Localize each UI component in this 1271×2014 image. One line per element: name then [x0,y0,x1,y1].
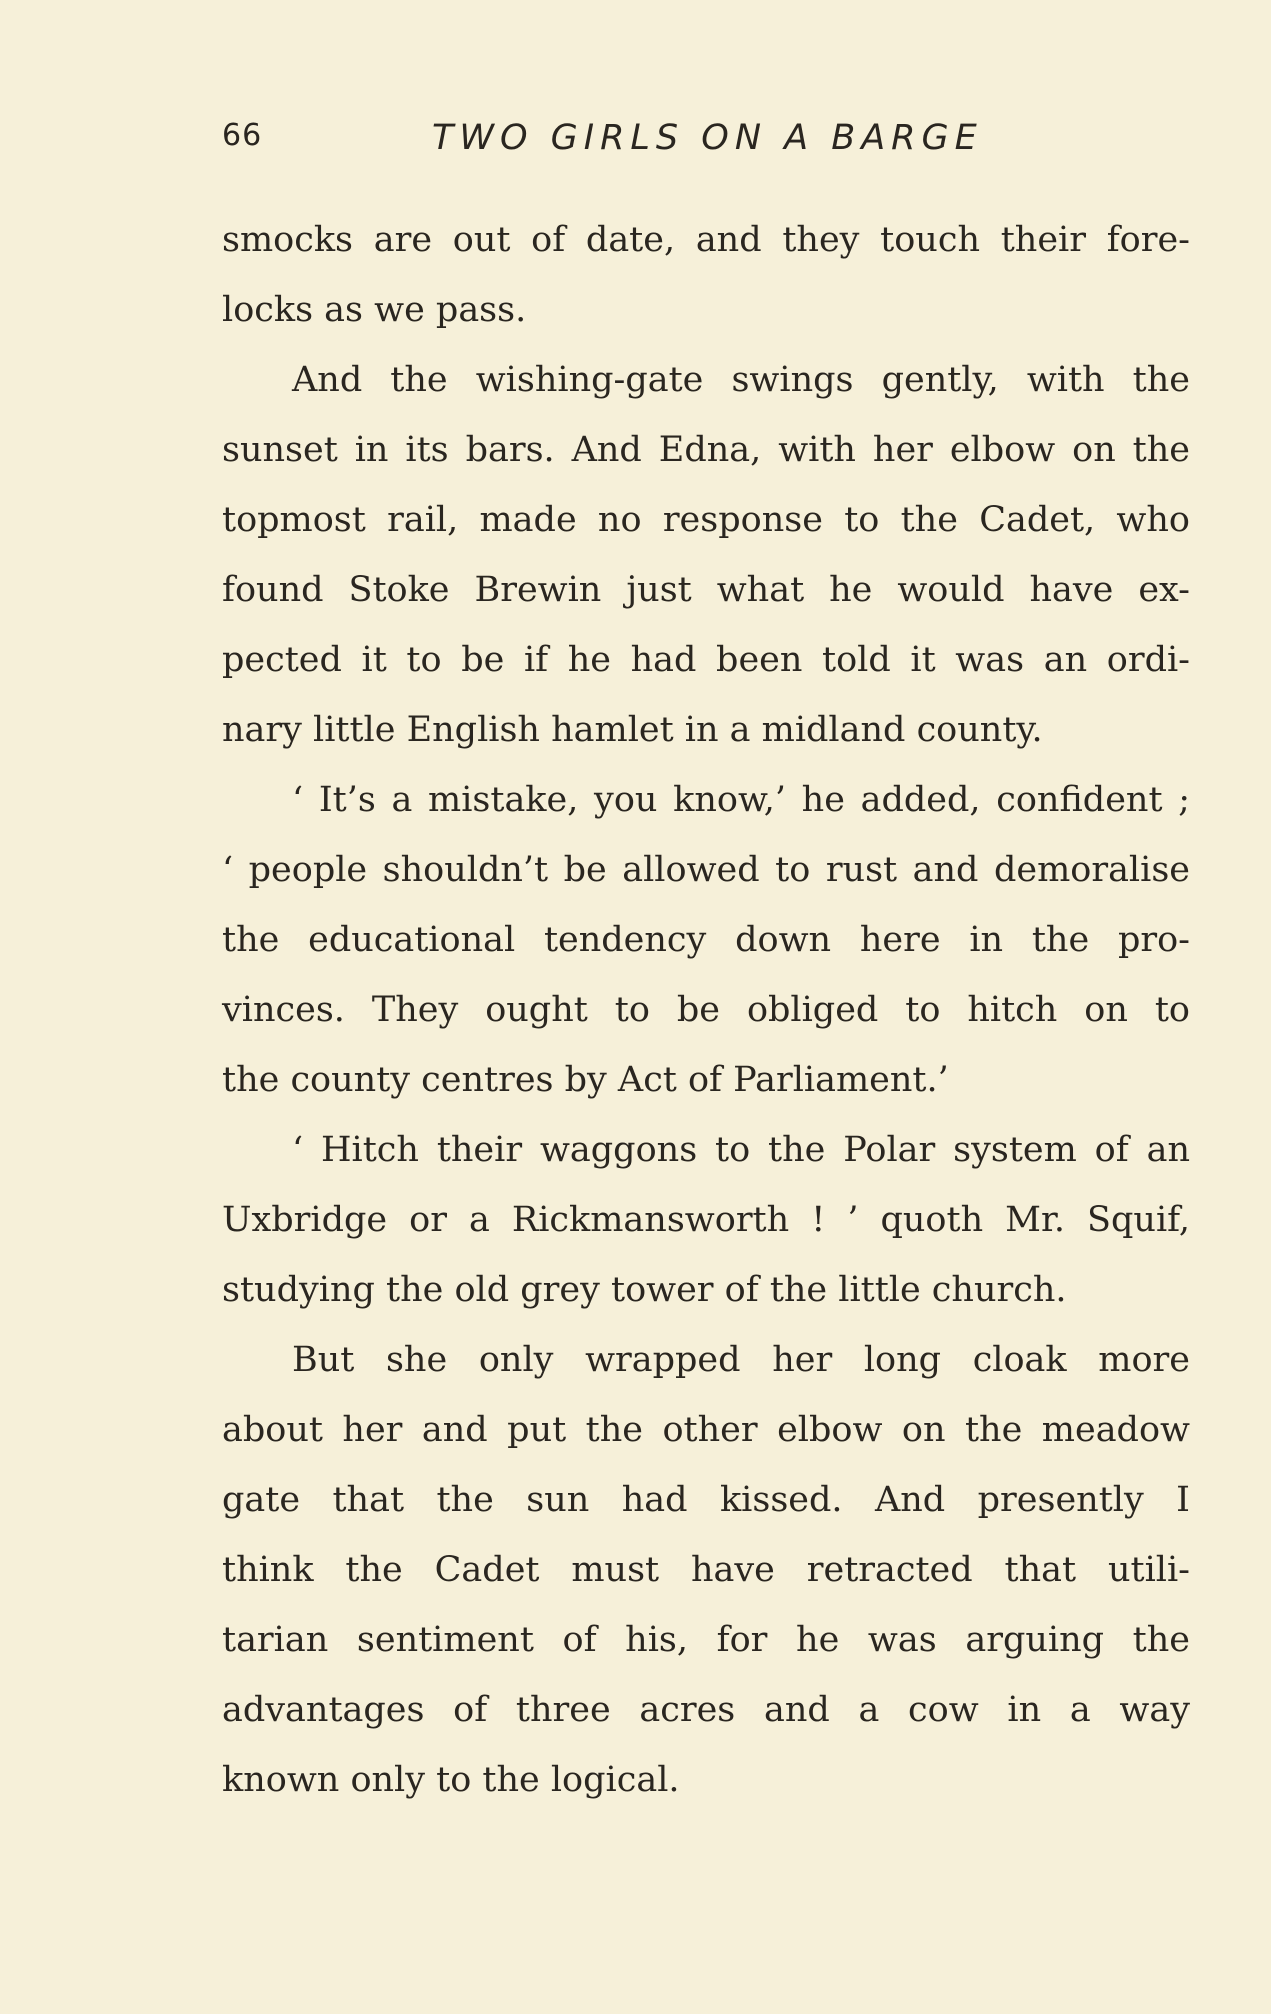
running-title: TWO GIRLS ON A BARGE [432,118,983,158]
text-line: vinces. They ought to be obliged to hitch on to [222,990,1190,1030]
text-line: tarian sentiment of his, for he was arguing the [222,1620,1190,1660]
text-line: Uxbridge or a Rickmansworth ! ’ quoth Mr. Squif, [222,1200,1190,1240]
text-line: advantages of three acres and a cow in a way [222,1690,1190,1730]
text-line: locks as we pass. [222,290,527,330]
text-line: studying the old grey tower of the little church. [222,1270,1067,1310]
text-line: nary little English hamlet in a midland county. [222,710,1043,750]
text-line: the county centres by Act of Parliament.’ [222,1060,949,1100]
text-line: topmost rail, made no response to the Cadet, who [222,500,1190,540]
text-line: about her and put the other elbow on the meadow [222,1410,1190,1450]
text-line: pected it to be if he had been told it was an ordi- [222,640,1190,680]
text-line: sunset in its bars. And Edna, with her elbow on the [222,430,1190,470]
text-line: ‘ It’s a mistake, you know,’ he added, confident ; [292,780,1190,820]
text-line: the educational tendency down here in the pro- [222,920,1190,960]
text-line: smocks are out of date, and they touch their fore- [222,220,1190,260]
text-line: ‘ people shouldn’t be allowed to rust and demoralise [222,850,1190,890]
text-line: And the wishing-gate swings gently, with the [292,360,1190,400]
page-number: 66 [222,118,263,153]
text-line: found Stoke Brewin just what he would have ex- [222,570,1190,610]
text-line: known only to the logical. [222,1760,680,1800]
text-line: But she only wrapped her long cloak more [292,1340,1190,1380]
text-line: think the Cadet must have retracted that utili- [222,1550,1190,1590]
running-head [222,118,1187,168]
text-line: gate that the sun had kissed. And presently I [222,1480,1190,1520]
body-text [222,205,1190,1815]
text-line: ‘ Hitch their waggons to the Polar system of an [292,1130,1190,1170]
